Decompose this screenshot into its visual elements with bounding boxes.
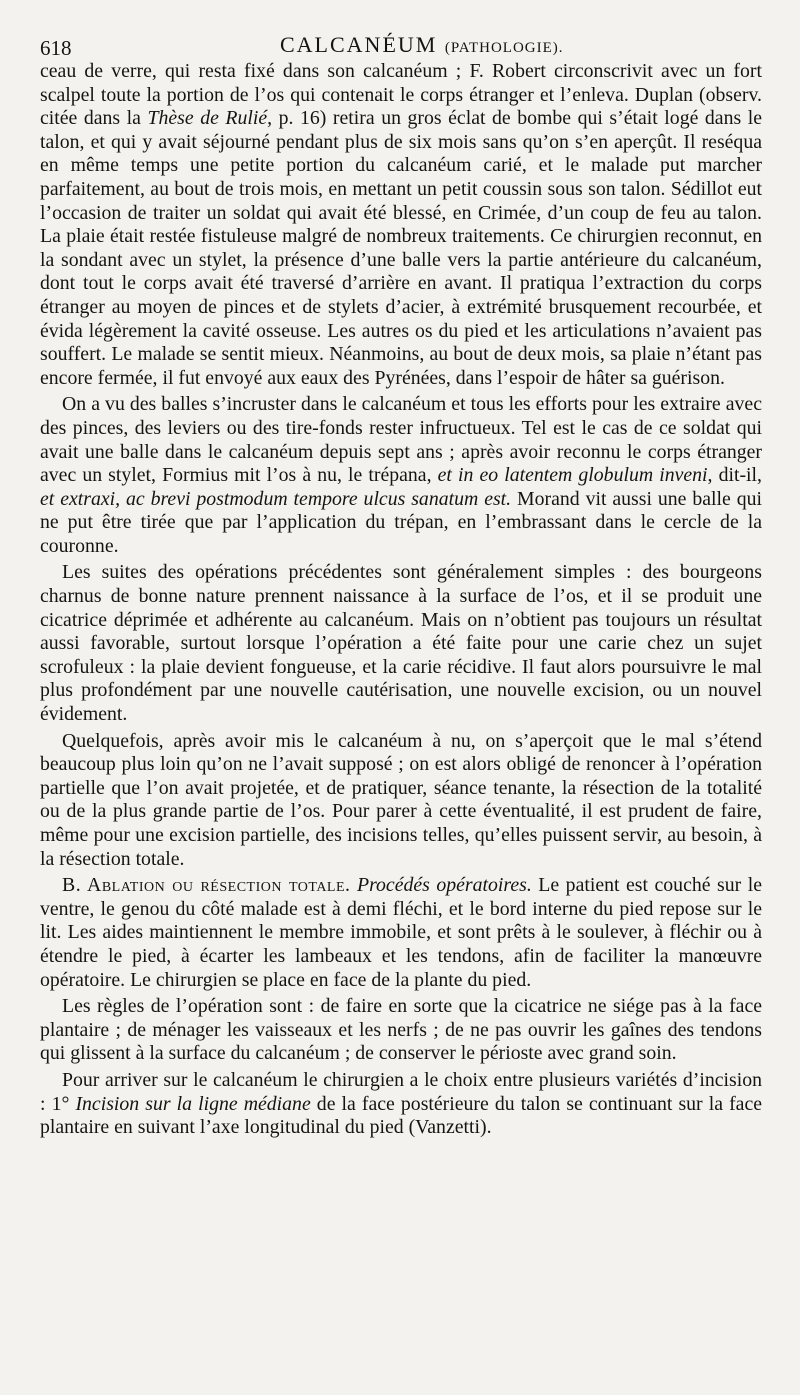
page-number: 618 — [40, 36, 72, 60]
running-title-main: CALCANÉUM — [280, 32, 438, 57]
paragraph-5 — [40, 874, 762, 992]
p7-italic-incision: Incision sur la ligne médiane — [75, 1092, 311, 1115]
p5-italic-procedes: Procédés opératoires. — [357, 874, 532, 897]
running-title-sub: (PATHOLOGIE). — [444, 40, 564, 56]
page-header — [40, 30, 760, 60]
p1-text-a: ceau de verre, qui resta fixé dans son calcanéum ; F. Robert circonscrivit avec un fort scalpel toute la portion de l’os qui contenait le corps étranger et l’enleva. Duplan (observ. citée dans la — [40, 60, 762, 130]
p7-text-b: de la face postérieure du talon se continuant sur la face plantaire en suivant l’axe longitudinal du pied (Vanzetti). — [40, 1092, 762, 1139]
paragraph-1 — [40, 60, 762, 390]
body-text — [40, 60, 762, 1140]
paragraph-3: Les suites des opérations précédentes sont généralement simples : des bourgeons charnus de bonne nature prennent naissance à la surface de l’os, et il se produit une cicatrice déprimée et adhérente au calcanéum. Mais on n’obtient pas toujours un résultat aussi favorable, surtout lorsque l’opération a été faite pour une carie chez un sujet scrofuleux : la plaie devient fongueuse, et la carie récidive. Il faut alors poursuivre le mal plus profondément par une nouvelle cautérisation, une nouvelle excision, ou un nouvel évidement. — [40, 561, 762, 726]
p2-latin-quote-b: et extraxi, ac brevi postmodum tempore ulcus sanatum est. — [40, 487, 512, 510]
p2-text-a: On a vu des balles s’incruster dans le calcanéum et tous les efforts pour les extraire avec des pinces, des leviers ou des tire-fonds rester infructueux. Tel est le cas de ce soldat qui avait une balle dans le calcanéum depuis sept ans ; après avoir reconnu le corps étranger avec un stylet, Formius mit l’os à nu, le trépana, — [40, 393, 762, 487]
p7-text-a: Pour arriver sur le calcanéum le chirurgien a le choix entre plusieurs variétés d’incision : 1° — [40, 1068, 762, 1115]
p5-text: Le patient est couché sur le ventre, le genou du côté malade est à demi fléchi, et le bord interne du pied repose sur le lit. Les aides maintiennent le membre immobile, et sont prêts à le soulever, à fléchir ou à étendre le pied, à écarter les lambeaux et les tendons, afin de faciliter la manœuvre opératoire. Le chirurgien se place en face de la plante du pied. — [40, 874, 762, 991]
running-title — [280, 32, 564, 58]
paragraph-7 — [40, 1069, 762, 1140]
p1-italic-citation: Thèse de Rulié — [147, 107, 268, 130]
p2-latin-quote-a: et in eo latentem globulum inveni — [437, 464, 708, 487]
section-heading-ablation: B. Ablation ou résection totale. — [62, 874, 351, 897]
p2-text-c: Morand vit aussi une balle qui ne put être tirée que par l’application du trépan, en l’embrassant dans le cercle de la couronne. — [40, 487, 762, 557]
p2-text-b: , dit-il, — [707, 464, 762, 487]
paragraph-4: Quelquefois, après avoir mis le calcanéum à nu, on s’aperçoit que le mal s’étend beaucoup plus loin qu’on ne l’avait supposé ; on est alors obligé de renoncer à l’opération partielle que l’on avait projetée, et de pratiquer, séance tenante, la résection de la totalité ou de la plus grande partie de l’os. Pour parer à cette éventualité, il est prudent de faire, même pour une excision partielle, des incisions telles, qu’elles puissent servir, au besoin, à la résection totale. — [40, 729, 762, 870]
paragraph-6: Les règles de l’opération sont : de faire en sorte que la cicatrice ne siége pas à la face plantaire ; de ménager les vaisseaux et les nerfs ; de ne pas ouvrir les gaînes des tendons qui glissent à la surface du calcanéum ; de conserver le périoste avec grand soin. — [40, 995, 762, 1065]
paragraph-2 — [40, 393, 762, 558]
p1-text-b: , p. 16) retira un gros éclat de bombe qui s’était logé dans le talon, et qui y avait séjourné pendant plus de six mois sans qu’on s’en aperçût. Il reséqua en même temps une petite portion du calcanéum carié, et le malade put marcher parfaitement, au bout de trois mois, en mettant un petit coussin sous son talon. Sédillot eut l’occasion de traiter un soldat qui avait été blessé, en Crimée, d’un coup de feu au talon. La plaie était restée fistuleuse malgré de nombreux traitements. Ce chirurgien reconnut, en la sondant avec un stylet, la présence d’une balle vers la partie antérieure du calcanéum, dont tout le corps avait été traversé d’arrière en avant. Il pratiqua l’extraction du corps étranger au moyen de pinces et de stylets d’acier, à extrémité brusquement recourbée, et évida légèrement la cavité osseuse. Les autres os du pied et les articulations n’avaient pas souffert. Le malade se sentit mieux. Néanmoins, au bout de deux mois, sa plaie n’étant pas encore fermée, il fut envoyé aux eaux des Pyrénées, dans l’espoir de hâter sa guérison. — [40, 107, 762, 389]
